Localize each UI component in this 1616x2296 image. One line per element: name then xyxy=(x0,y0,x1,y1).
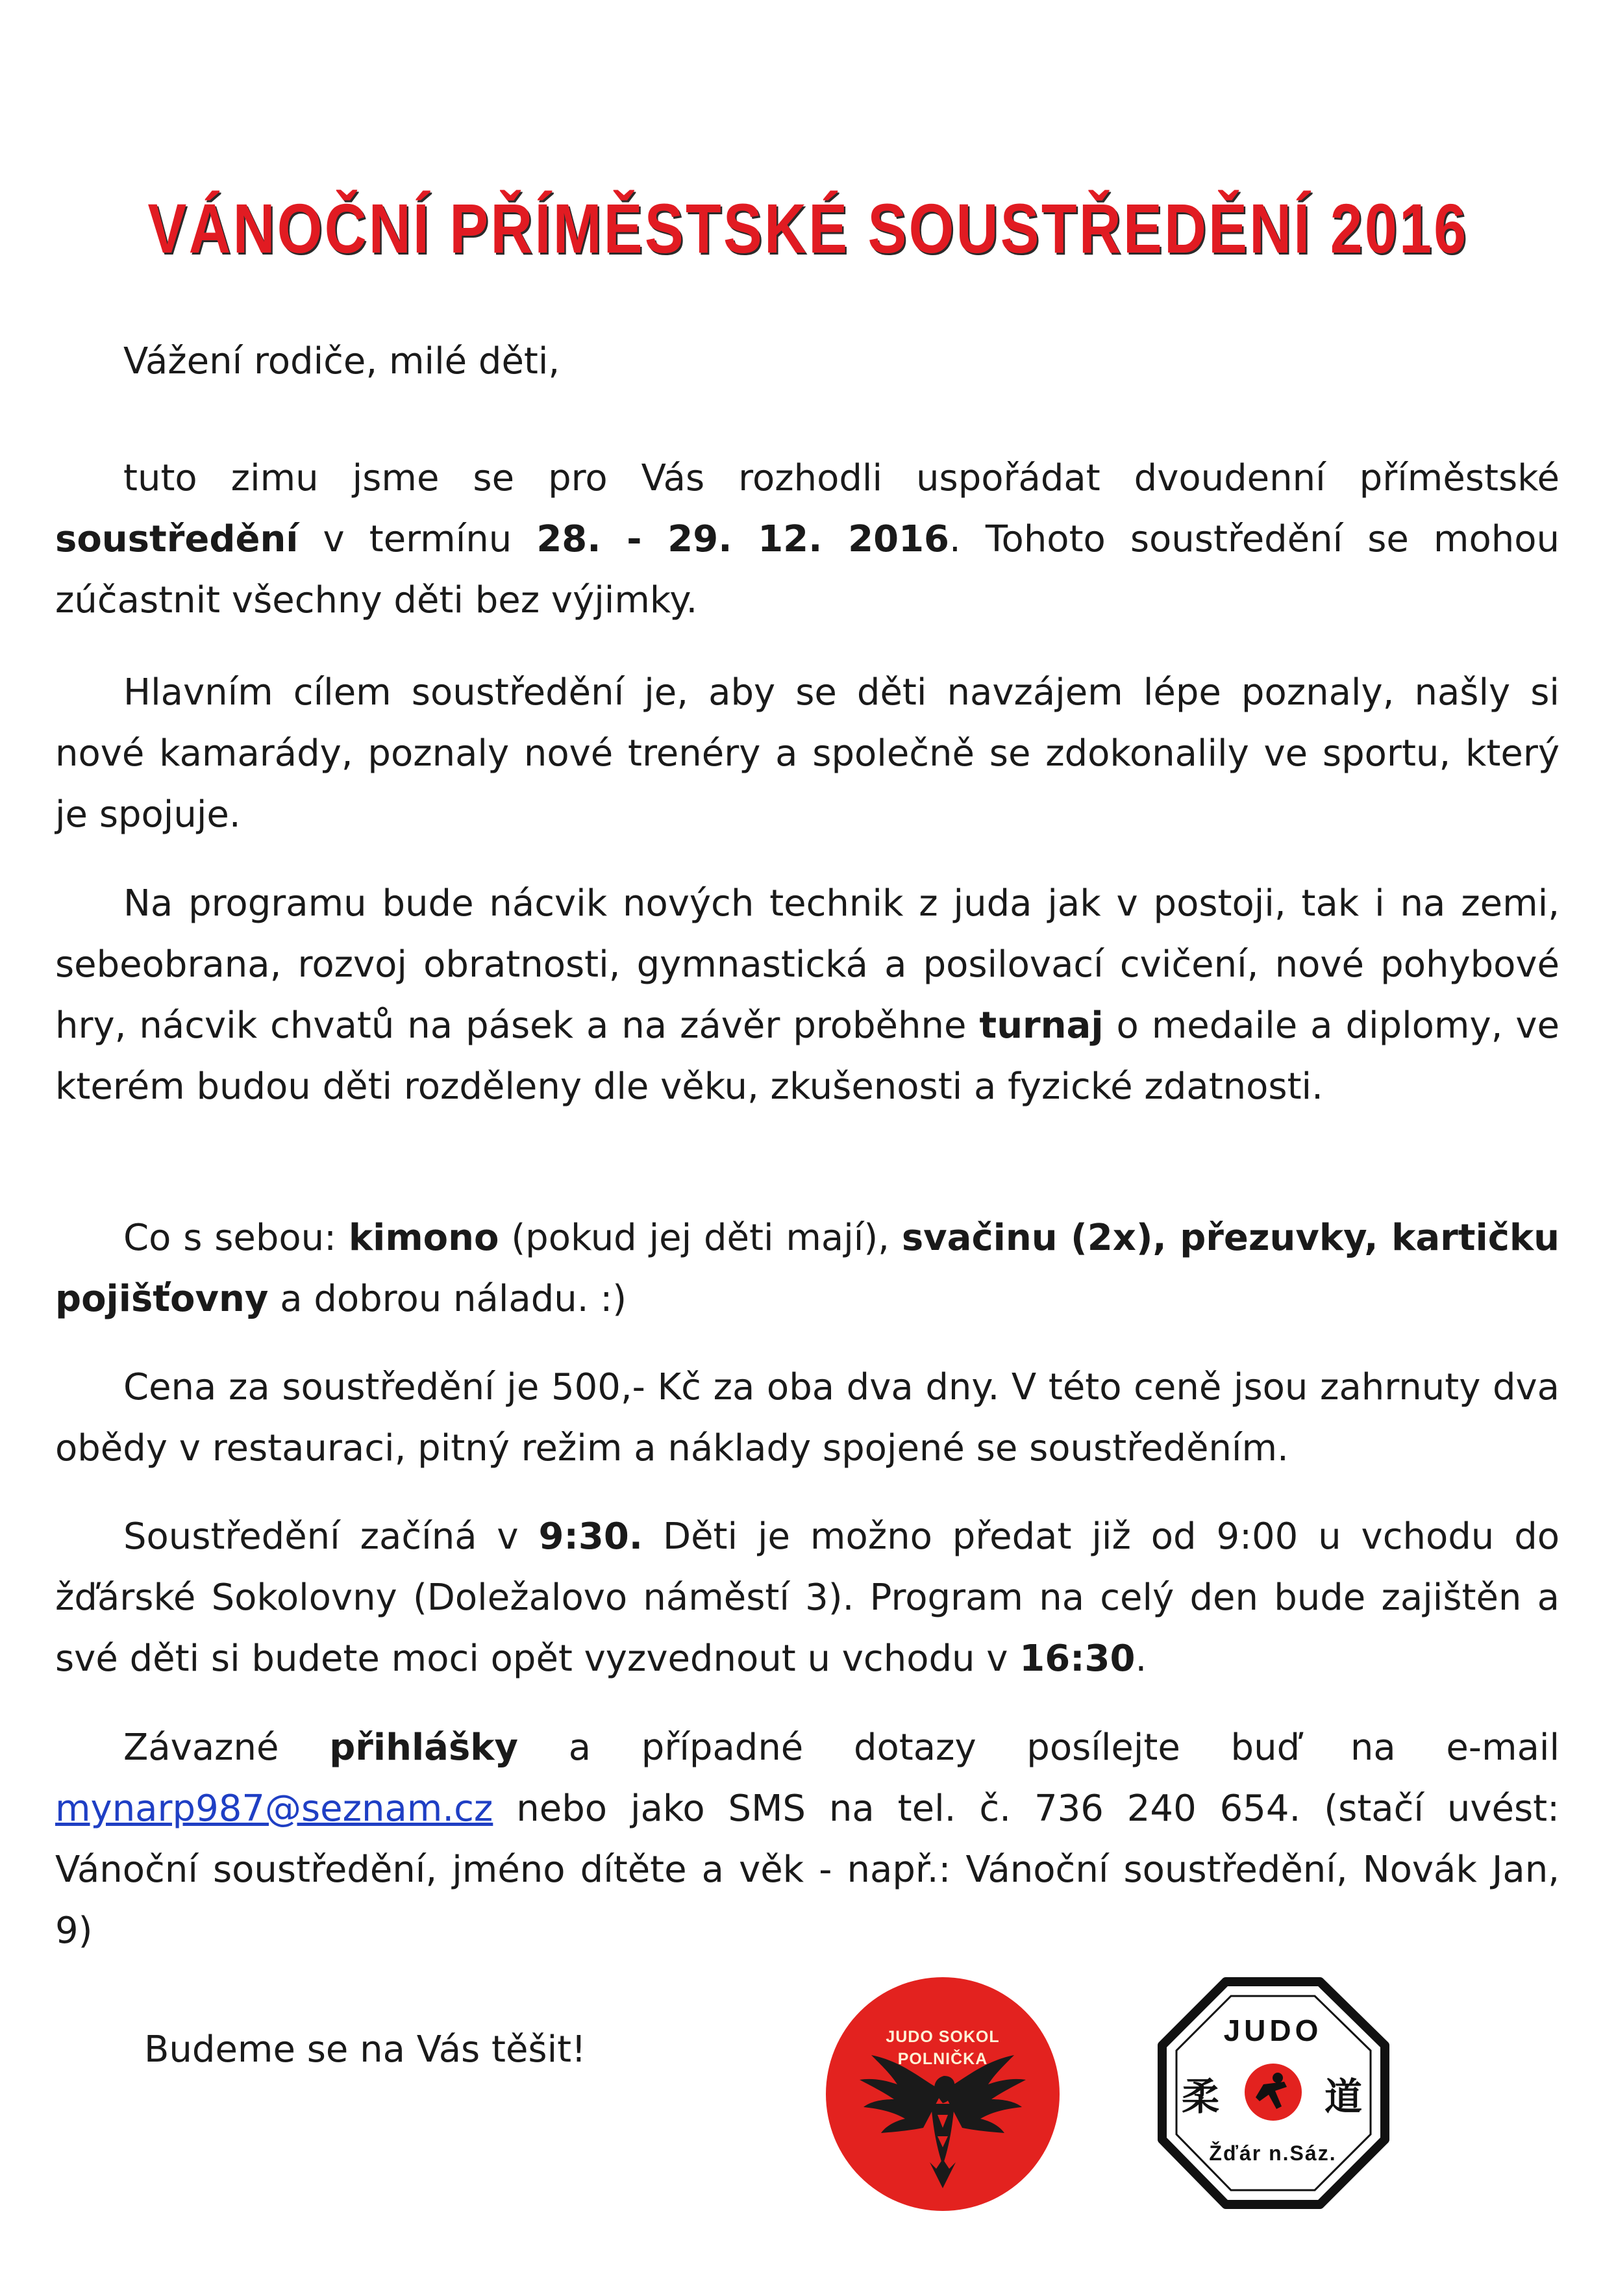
logo-text-polnicka: POLNIČKA xyxy=(897,2050,988,2068)
registration-text-3: nebo jako SMS na tel. č. 736 240 654. (stačí uvést: Vánoční soustředění, jméno dítěte a věk - např.: Vánoční soustředění, Novák Jan, 9) xyxy=(55,1788,1560,1952)
email-link[interactable]: mynarp987@seznam.cz xyxy=(55,1788,493,1830)
logo-text-judo-sokol: JUDO SOKOL xyxy=(886,2028,1000,2046)
schedule-text: Soustředění začíná v xyxy=(123,1516,539,1558)
kanji-ju: 柔 xyxy=(1182,2075,1220,2119)
intro-bold-soustredeni: soustředění xyxy=(55,518,299,560)
paragraph-goal: Hlavním cílem soustředění je, aby se děti navzájem lépe poznaly, našly si nové kamarády, poznaly nové trenéry a společně se zdokonalily ve sportu, který je spojuje. xyxy=(55,671,1560,836)
schedule-bold-start: 9:30. xyxy=(538,1516,643,1558)
judo-zdar-logo xyxy=(1148,1967,1398,2217)
intro-text-2: v termínu xyxy=(298,518,537,560)
intro-bold-date: 28. - 29. 12. 2016 xyxy=(536,518,950,560)
registration-text-2: a případné dotazy posílejte buď na e-mail xyxy=(518,1727,1560,1769)
kanji-do: 道 xyxy=(1324,2075,1363,2119)
program-text: Na programu bude nácvik nových technik z juda jak v postoji, tak i na zemi, sebeobrana, rozvoj obratnosti, gymnastická a posilovací cvičení, nové pohybové hry, nácvik chvatů na pásek a na závěr proběhne xyxy=(55,882,1560,1047)
bring-bold-items: svačinu (2x), přezuvky, kartičku pojišťovny xyxy=(55,1217,1560,1320)
schedule-bold-end: 16:30 xyxy=(1019,1638,1136,1680)
intro-text: tuto zimu jsme se pro Vás rozhodli uspořádat dvoudenní příměstské xyxy=(123,457,1560,499)
paragraph-program xyxy=(55,873,1560,1117)
eagle-icon xyxy=(826,1977,1060,2211)
paragraph-registration xyxy=(55,1717,1560,1962)
closing-line: Budeme se na Vás těšit! xyxy=(144,2028,586,2071)
greeting: Vážení rodiče, milé děti, xyxy=(123,340,560,382)
logo-text-judo: JUDO xyxy=(1223,2014,1323,2047)
intro-text-3: . Tohoto soustředění se mohou zúčastnit všechny děti bez výjimky. xyxy=(55,518,1560,621)
program-text-2: o medaile a diplomy, ve kterém budou děti rozděleny dle věku, zkušenosti a fyzické zdatnosti. xyxy=(55,1004,1560,1108)
paragraph-intro xyxy=(55,448,1560,631)
judo-sokol-polnicka-logo xyxy=(826,1977,1060,2211)
paragraph-price: Cena za soustředění je 500,- Kč za oba dva dny. V této ceně jsou zahrnuty dva obědy v restauraci, pitný režim a náklady spojené se soustředěním. xyxy=(55,1366,1560,1469)
registration-bold-prihlasky: přihlášky xyxy=(329,1727,519,1769)
logo-text-town: Žďár n.Sáz. xyxy=(1209,2141,1337,2165)
bring-bold-kimono: kimono xyxy=(348,1217,499,1259)
schedule-text-3: . xyxy=(1135,1638,1147,1680)
bring-text: Co s sebou: xyxy=(123,1217,349,1259)
bring-text-3: a dobrou náladu. :) xyxy=(268,1278,627,1320)
bring-text-2: (pokud jej děti mají), xyxy=(499,1217,902,1259)
paragraph-schedule xyxy=(55,1506,1560,1690)
schedule-text-2: Děti je možno předat již od 9:00 u vchodu do žďárské Sokolovny (Doležalovo náměstí 3). Program na celý den bude zajištěn a své děti si budete moci opět vyzvednout u vchodu v xyxy=(55,1516,1560,1680)
registration-text: Závazné xyxy=(123,1727,330,1769)
program-bold-turnaj: turnaj xyxy=(979,1004,1104,1047)
page-title: VÁNOČNÍ PŘÍMĚSTSKÉ SOUSTŘEDĚNÍ 2016 xyxy=(147,189,1469,268)
paragraph-what-to-bring xyxy=(55,1208,1560,1330)
